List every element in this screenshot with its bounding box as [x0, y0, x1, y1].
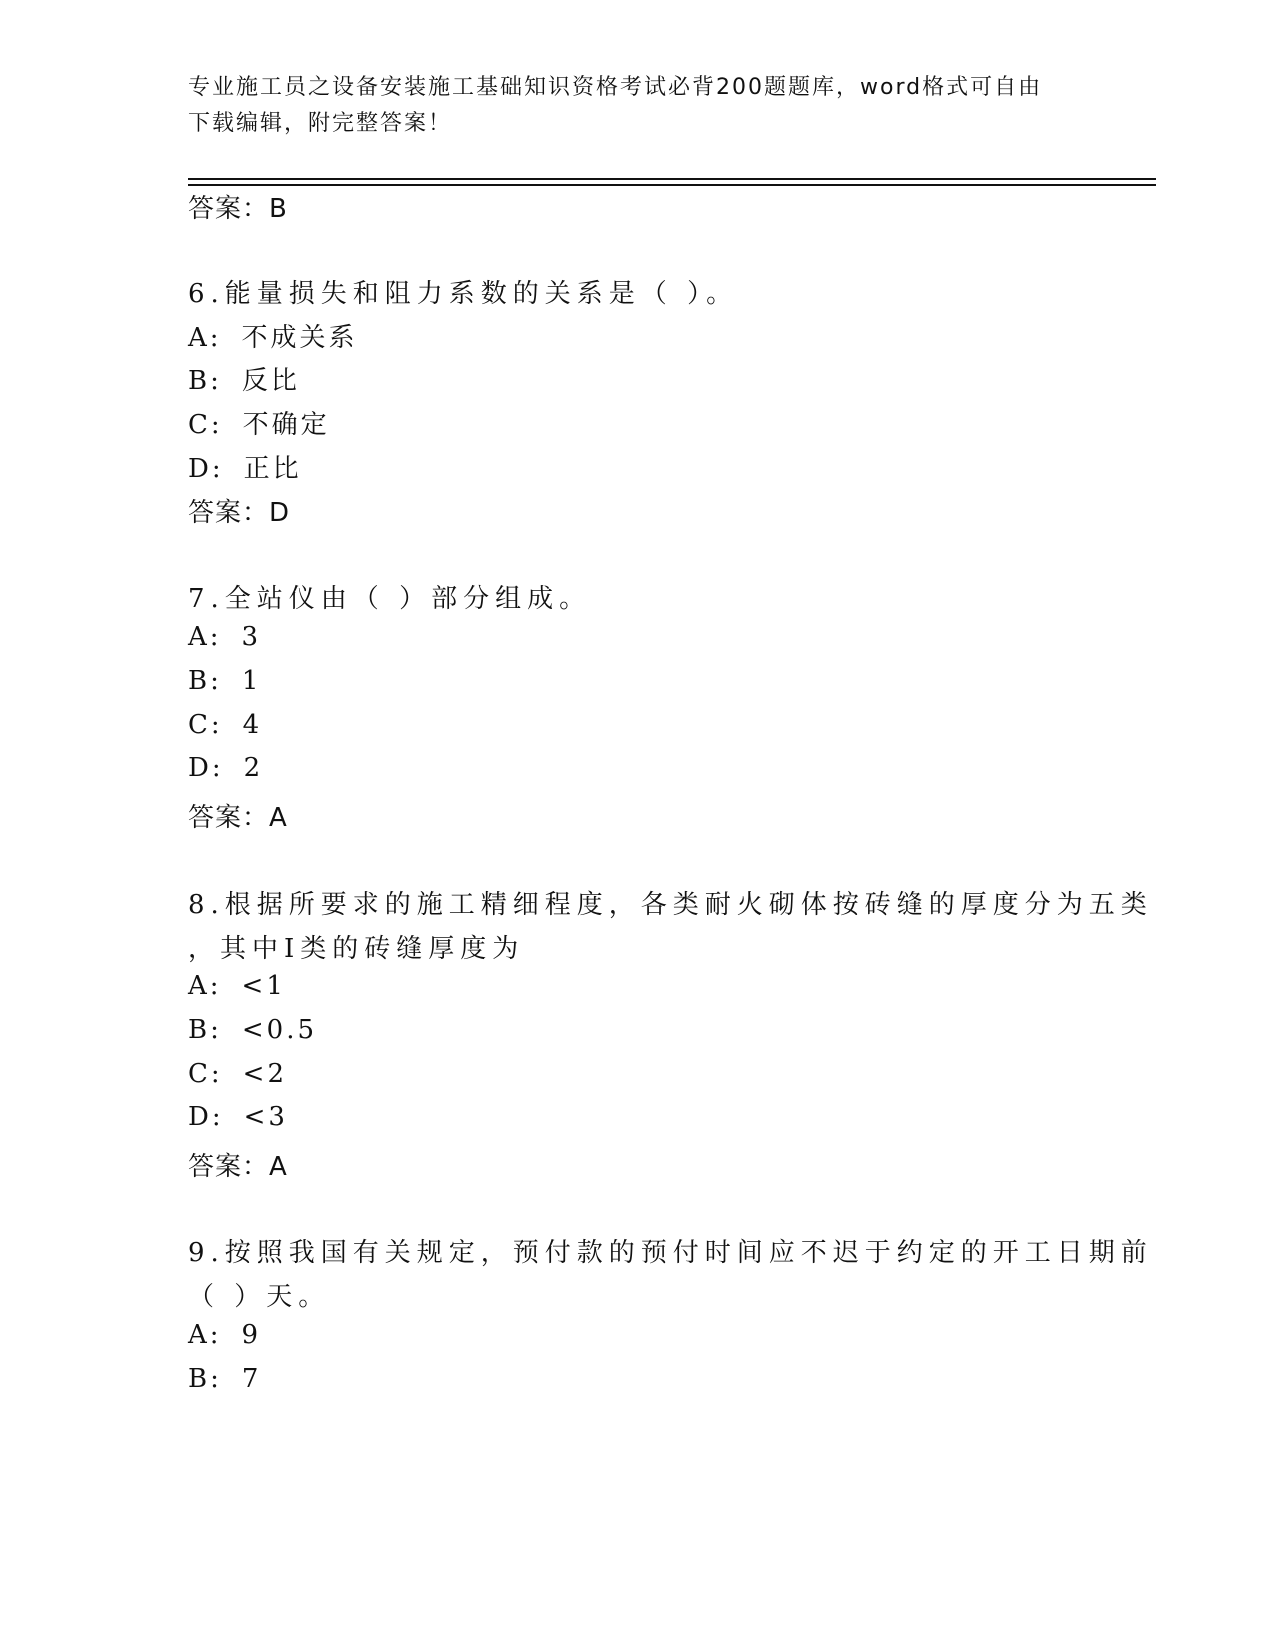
previous-answer: 答案：B	[188, 194, 288, 224]
question-stem: 6.能量损失和阻力系数的关系是（ ）。	[188, 279, 739, 309]
option-b: B: <0.5	[188, 1015, 318, 1045]
option-b: B: 1	[188, 666, 262, 696]
option-a: A: 3	[188, 622, 262, 652]
option-d: D: <3	[188, 1102, 288, 1132]
option-c: C: <2	[188, 1059, 287, 1089]
option-d: D: 2	[188, 753, 264, 783]
question-stem: 7.全站仪由（ ）部分组成。	[188, 584, 592, 614]
header-divider-top	[188, 178, 1156, 180]
question-stem-line-2: （ ）天。	[188, 1282, 331, 1312]
option-b: B: 反比	[188, 366, 300, 396]
document-header	[188, 70, 1068, 142]
question-stem-line-1: 8.根据所要求的施工精细程度，各类耐火砌体按砖缝的厚度分为五类	[188, 890, 1153, 920]
answer-label: 答案：A	[188, 803, 288, 833]
option-a: A: 不成关系	[188, 323, 358, 353]
question-stem-line-2: ，其中Ⅰ类的砖缝厚度为	[188, 934, 525, 964]
answer-label: 答案：A	[188, 1152, 288, 1182]
header-title-line-1: 专业施工员之设备安装施工基础知识资格考试必背200题题库，word格式可自由	[188, 75, 1043, 100]
option-b: B: 7	[188, 1364, 262, 1394]
header-title-line-2: 下载编辑，附完整答案！	[188, 111, 453, 136]
option-c: C: 4	[188, 710, 263, 740]
header-divider-bottom	[188, 184, 1156, 186]
answer-label: 答案：D	[188, 498, 291, 528]
option-c: C: 不确定	[188, 410, 330, 440]
option-a: A: <1	[188, 971, 286, 1001]
option-d: D: 正比	[188, 454, 302, 484]
option-a: A: 9	[188, 1320, 262, 1350]
question-stem-line-1: 9.按照我国有关规定，预付款的预付时间应不迟于约定的开工日期前	[188, 1238, 1153, 1268]
